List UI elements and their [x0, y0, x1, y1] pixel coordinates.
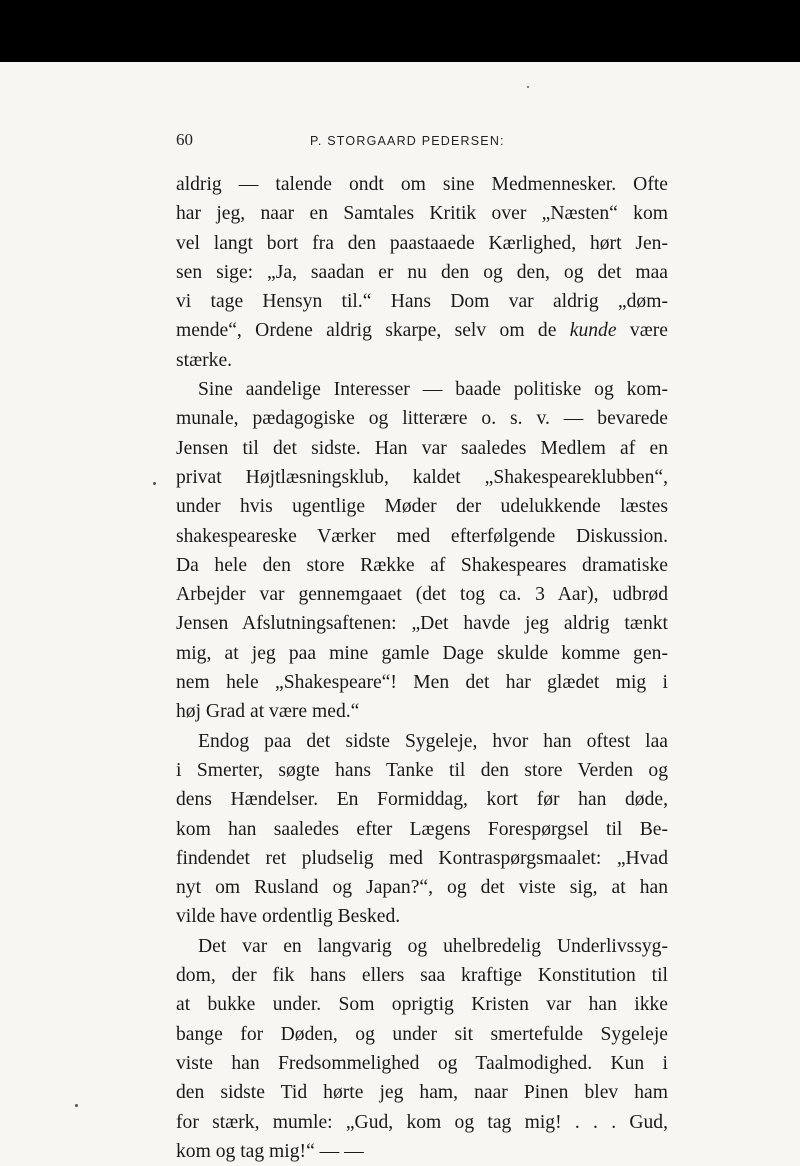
scan-speck [527, 86, 529, 88]
text-line: har jeg, naar en Samtales Kritik over „Næsten“ kom [176, 203, 668, 225]
text-line [176, 316, 668, 345]
text-fragment: mende“, Ordene aldrig skarpe, selv om de [176, 320, 570, 342]
text-line: dens Hændelser. En Formiddag, kort før han døde, [176, 789, 668, 811]
text-line: at bukke under. Som oprigtig Kristen var han ikke [176, 994, 668, 1016]
text-line: vilde have ordentlig Besked. [176, 906, 401, 928]
text-line: bange for Døden, og under sit smertefulde Sygeleje [176, 1023, 668, 1045]
text-line: munale, pædagogiske og litterære o. s. v. — bevarede [176, 408, 668, 430]
scan-top-border [0, 0, 800, 62]
text-line: Endog paa det sidste Sygeleje, hvor han oftest laa [198, 730, 668, 752]
text-line: dom, der fik hans ellers saa kraftige Konstitution til [176, 965, 668, 987]
text-line: den sidste Tid hørte jeg ham, naar Pinen blev ham [176, 1082, 668, 1104]
text-line: sen sige: „Ja, saadan er nu den og den, og det maa [176, 261, 668, 283]
text-line: nyt om Rusland og Japan?“, og det viste sig, at han [176, 877, 668, 899]
text-line: Sine aandelige Interesser — baade politiske og kom- [198, 379, 668, 401]
text-line: viste han Fredsommelighed og Taalmodighed. Kun i [176, 1052, 668, 1074]
text-line: høj Grad at være med.“ [176, 701, 360, 723]
text-line: kom han saaledes efter Lægens Forespørgsel til Be- [176, 818, 668, 840]
running-head: P. STORGAARD PEDERSEN: [310, 134, 505, 148]
text-line: privat Højtlæsningsklub, kaldet „Shakespeareklubben“, [176, 466, 668, 488]
text-line: i Smerter, søgte hans Tanke til den store Verden og [176, 759, 668, 781]
text-line: Jensen Afslutningsaftenen: „Det havde jeg aldrig tænkt [176, 613, 668, 635]
text-line: shakespeareske Værker med efterfølgende Diskussion. [176, 525, 668, 547]
text-line: findendet ret pludselig med Kontraspørgsmaalet: „Hvad [176, 847, 668, 869]
text-line: nem hele „Shakespeare“! Men det har glædet mig i [176, 672, 668, 694]
text-fragment: være [616, 320, 668, 342]
text-line: Jensen til det sidste. Han var saaledes Medlem af en [176, 437, 668, 459]
page-number: 60 [176, 130, 193, 149]
scan-speck [75, 1104, 78, 1107]
body-text [176, 170, 668, 1166]
text-line: kom og tag mig!“ — — [176, 1140, 364, 1162]
text-line: Arbejder var gennemgaaet (det tog ca. 3 Aar), udbrød [176, 584, 668, 606]
text-line: aldrig — talende ondt om sine Medmennesker. Ofte [176, 174, 668, 195]
scan-speck [153, 482, 156, 485]
emphasized-word: kunde [569, 320, 617, 342]
text-line: Da hele den store Række af Shakespeares dramatiske [176, 554, 668, 576]
text-line: stærke. [176, 349, 233, 371]
text-line: vi tage Hensyn til.“ Hans Dom var aldrig „døm- [176, 291, 668, 313]
text-line: for stærk, mumle: „Gud, kom og tag mig! . . . Gud, [176, 1111, 668, 1133]
text-line: mig, at jeg paa mine gamle Dage skulde komme gen- [176, 642, 668, 664]
text-line: under hvis ugentlige Møder der udelukkende læstes [176, 496, 668, 518]
text-line: vel langt bort fra den paastaaede Kærlighed, hørt Jen- [176, 232, 668, 254]
text-line: Det var en langvarig og uhelbredelig Underlivssyg- [198, 935, 668, 957]
